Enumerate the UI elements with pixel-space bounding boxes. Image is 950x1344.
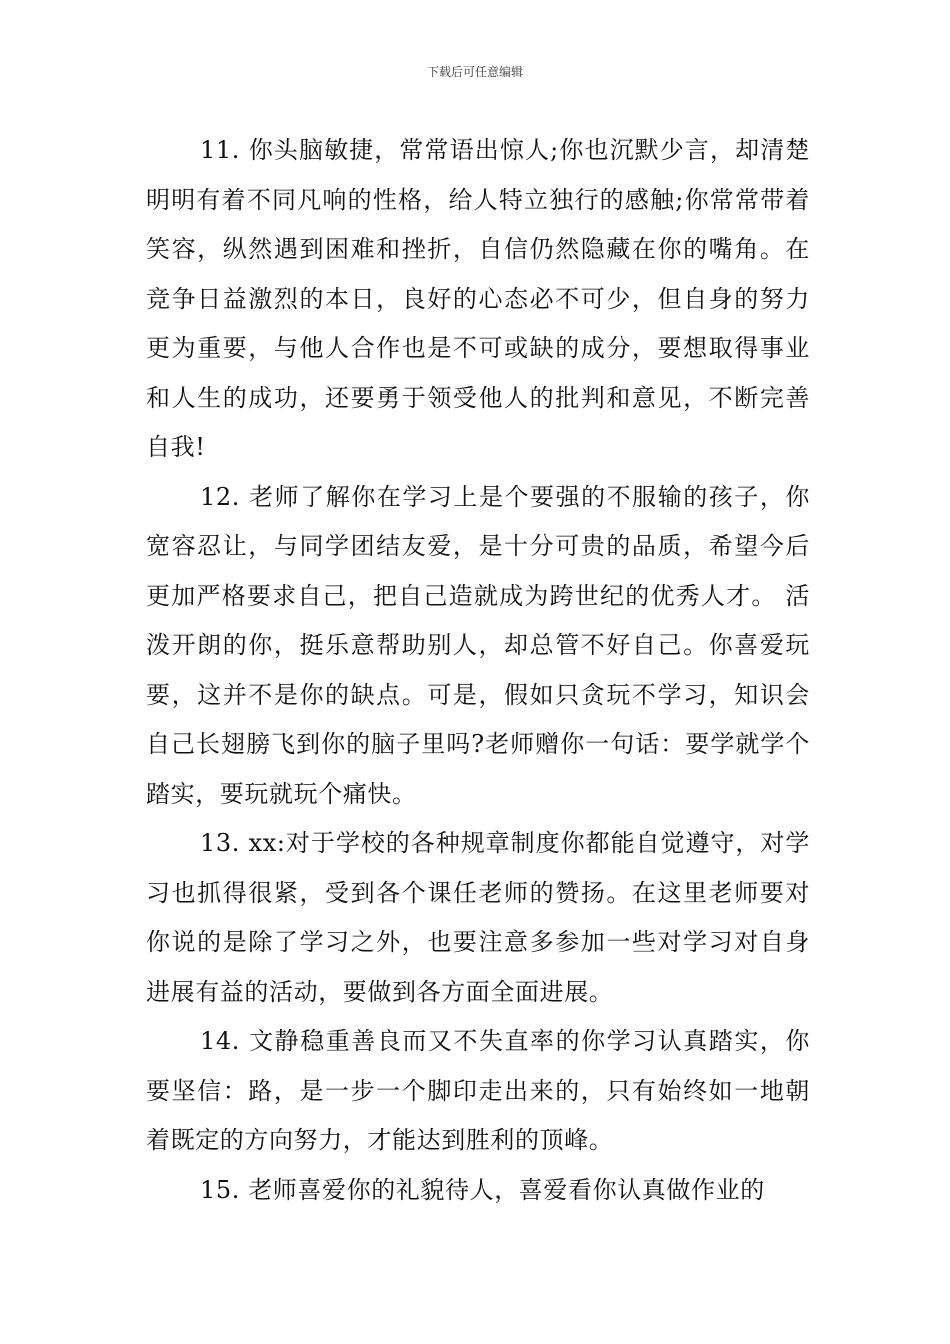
comment-paragraph-14: 14. 文静稳重善良而又不失直率的你学习认真踏实，你要坚信：路，是一步一个脚印走出来的，只有始终如一地朝着既定的方向努力，才能达到胜利的顶峰。: [146, 1027, 810, 1154]
comment-paragraph-15: 15. 老师喜爱你的礼貌待人，喜爱看你认真做作业的: [200, 1175, 765, 1204]
page-header-note: 下载后可任意编辑: [426, 65, 523, 79]
comment-paragraph-13: 13. xx:对于学校的各种规章制度你都能自觉遵守，对学习也抓得很紧，受到各个课任老师的赞扬。在这里老师要对你说的是除了学习之外，也要注意多参加一些对学习对自身进展有益的活动，要做到各方面全面进展。: [146, 829, 810, 1006]
comment-paragraph-11: 11. 你头脑敏捷，常常语出惊人;你也沉默少言，却清楚明明有着不同凡响的性格，给人特立独行的感触;你常常带着笑容，纵然遇到困难和挫折，自信仍然隐藏在你的嘴角。在竞争日益激烈的本日，良好的心态必不可少，但自身的努力更为重要，与他人合作也是不可或缺的成分，要想取得事业和人生的成功，还要勇于领受他人的批判和意见，不断完善自我!: [146, 136, 810, 461]
document-body: [146, 126, 810, 1215]
comment-paragraph-12: 12. 老师了解你在学习上是个要强的不服输的孩子，你宽容忍让，与同学团结友爱，是十分可贵的品质，希望今后更加严格要求自己，把自己造就成为跨世纪的优秀人才。 活泼开朗的你，挺乐意帮助别人，却总管不好自己。你喜爱玩要，这并不是你的缺点。可是，假如只贪玩不学习，知识会自己长翅膀飞到你的脑子里吗?老师赠你一句话：要学就学个踏实，要玩就玩个痛快。: [146, 482, 810, 808]
